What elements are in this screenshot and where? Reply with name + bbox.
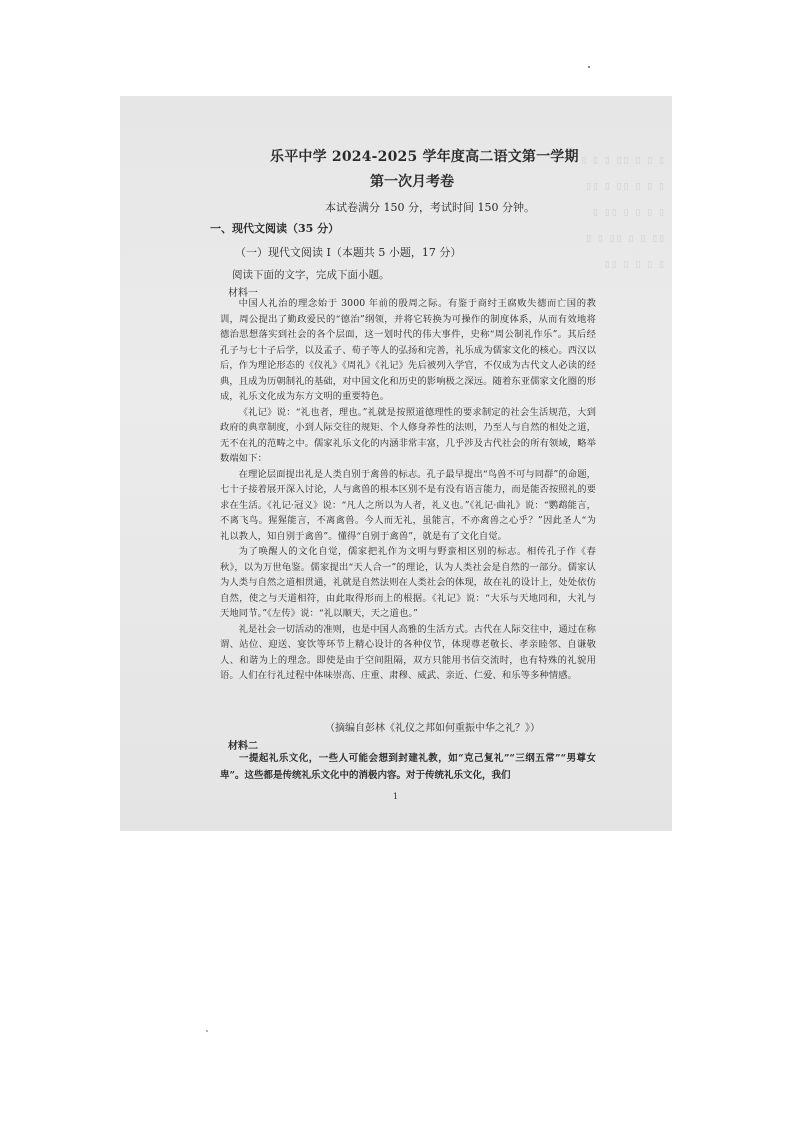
scan-speck [588,66,590,68]
material-1-source: （摘编自彭林《礼仪之邦如何重振中华之礼？》） [325,723,540,734]
subsection-heading: （一）现代文阅读 I（本题共 5 小题，17 分） [235,246,462,259]
scan-speck [206,1030,208,1032]
page-number: 1 [393,792,399,801]
material-1-paragraph: 在理论层面提出礼是人类自别于禽兽的标志。孔子最早提出“鸟兽不可与同群”的命题，七十子接着展开深入讨论，人与禽兽的根本区别不是有没有语言能力，而是能否按照礼的要求在生活。《礼记·冠义》说：“凡人之所以为人者，礼义也。”《礼记·曲礼》说：“鹦鹉能言，不离飞鸟。猩猩能言，不离禽兽。今人而无礼，虽能言，不亦禽兽之心乎？”因此圣人“为礼以教人，知自别于禽兽”。懂得“自别于禽兽”，就是有了文化自觉。 [220,468,596,542]
scanned-exam-photo [120,96,672,831]
material-2-label: 材料二 [228,741,258,752]
material-1-paragraph: 礼是社会一切活动的准则，也是中国人高雅的生活方式。古代在人际交往中，通过在称谓、站位、迎送、宴饮等环节上精心设计的各种仪节，体现尊老敬长、孝亲睦邻、自谦敬人、和谐为上的理念。即使是由于空间阻隔，双方只能用书信交流时，也有特殊的礼貌用语。人们在行礼过程中体味崇高、庄重、肃穆、威武、亲近、仁爱、和乐等多种情感。 [220,623,596,681]
section-heading: 一、现代文阅读（35 分） [210,222,340,235]
material-1-paragraph: 为了唤醒人的文化自觉，儒家把礼作为文明与野蛮相区别的标志。相传孔子作《春秋》，以为万世龟鉴。儒家提出“天人合一”的理论，认为人类社会是自然的一部分。儒家认为人类与自然之道相贯通，礼就是自然法则在人类社会的体现，故在礼的设计上，处处依仿自然，使之与天道相符，由此取得形而上的根据。《礼记》说：“大乐与天地同和，大礼与天地同节。”《左传》说：“礼以顺天，天之道也。” [220,546,596,619]
exam-subtitle: 第一次月考卷 [370,174,454,190]
reading-instruction: 阅读下面的文字，完成下面小题。 [232,269,390,281]
material-2-paragraph: 一提起礼乐文化，一些人可能会想到封建礼教，如“克己复礼”“三纲五常”“男尊女卑”。这些都是传统礼乐文化中的消极内容。对于传统礼乐文化，我们 [220,753,596,781]
bleed-through-text: ▯ ▯ ▯ ▯▯ ▯ ▯ ▯ ▯▯ ▯ ▯▯ ▯ ▯ ▯ ▯ ▯▯ ▯ ▯ ▯ ▯ ▯ ▯ ▯▯ ▯ ▯ ▯▯ ▯▯ ▯ ▯ ▯ ▯ [581,156,666,270]
material-1-body [220,296,596,684]
exam-title: 乐平中学 2024-2025 学年度高二语文第一学期 [270,149,579,165]
material-1-label: 材料一 [228,288,258,299]
exam-info: 本试卷满分 150 分，考试时间 150 分钟。 [325,201,535,214]
material-1-paragraph: 《礼记》说：“礼也者，理也。”礼就是按照道德理性的要求制定的社会生活规范，大到政府的典章制度，小到人际交往的规矩、个人修身养性的法则，乃至人与自然的相处之道，无不在礼的范畴之中。儒家礼乐文化的内涵非常丰富，几乎涉及古代社会的所有领域，略举数端如下： [220,406,596,464]
material-1-paragraph: 中国人礼治的理念始于 3000 年前的殷周之际。有鉴于商纣王腐败失德而亡国的教训，周公提出了勤政爱民的“德治”纲领，并将它转换为可操作的制度体系，从而有效地将德治思想落实到社会的各个层面，这一划时代的伟大事件，史称“周公制礼作乐”。其后经孔子与七十子后学，以及孟子、荀子等人的弘扬和完善，礼乐成为儒家文化的核心。西汉以后，作为理论形态的《仪礼》《周礼》《礼记》先后被列入学官，不仅成为古代文人必读的经典，且成为历朝制礼的基础，对中国文化和历史的影响极之深远。随着东亚儒家文化圈的形成，礼乐文化成为东方文明的重要特色。 [220,298,596,402]
